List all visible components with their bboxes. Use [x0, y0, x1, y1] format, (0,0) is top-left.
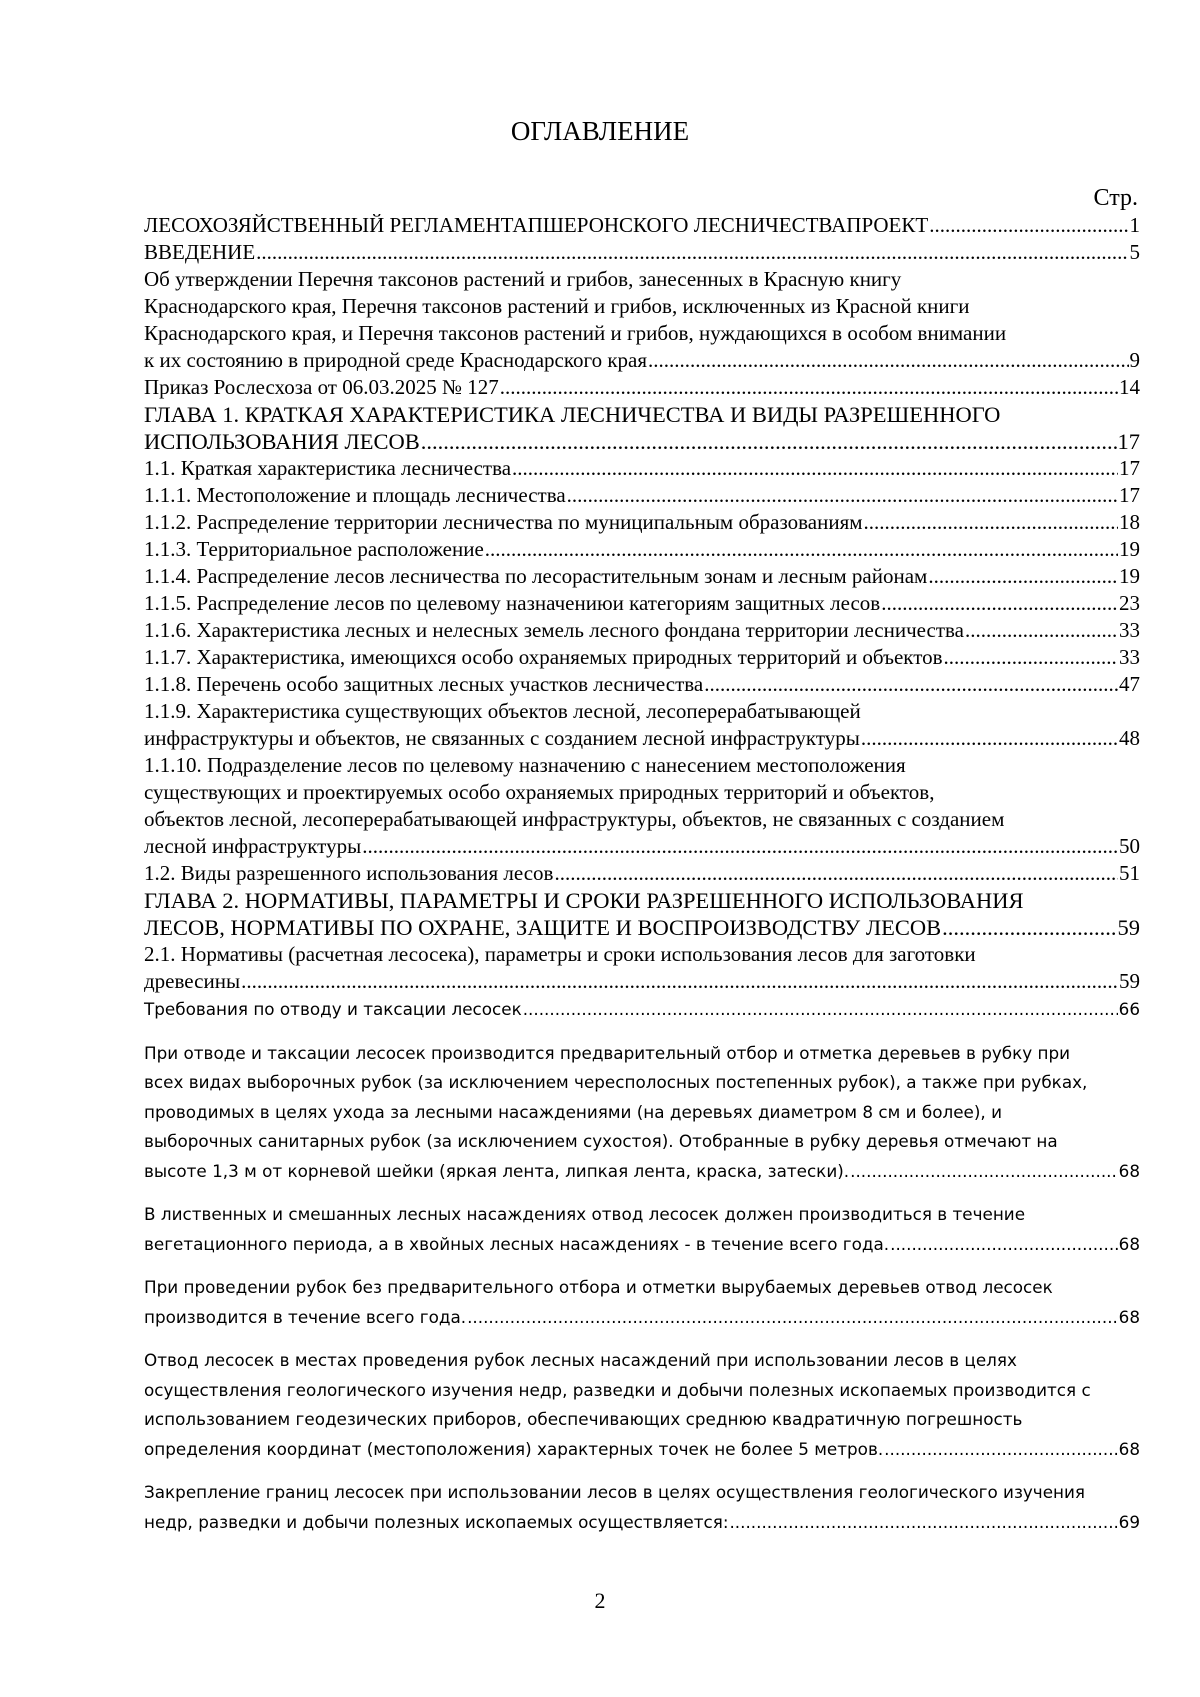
- toc-entry-page: 9: [1129, 348, 1140, 372]
- toc-entry-line: существующих и проектируемых особо охраняемых природных территорий и объектов,: [144, 780, 935, 804]
- toc-entry-line: ГЛАВА 2. НОРМАТИВЫ, ПАРАМЕТРЫ И СРОКИ РАЗРЕШЕННОГО ИСПОЛЬЗОВАНИЯ: [144, 888, 1024, 913]
- page-number: 2: [594, 1588, 606, 1613]
- toc-entry-page: 50: [1119, 834, 1140, 858]
- toc-entry[interactable]: [144, 401, 1140, 455]
- toc-entry-page: 19: [1119, 537, 1140, 561]
- dot-leader: [362, 833, 1118, 860]
- toc-entry-title: 1.1.8. Перечень особо защитных лесных участков лесничества: [144, 672, 704, 696]
- toc-entry-title: ЛЕСОВ, НОРМАТИВЫ ПО ОХРАНЕ, ЗАЩИТЕ И ВОСПРОИЗВОДСТВУ ЛЕСОВ: [144, 915, 942, 940]
- toc-entry-page: 66: [1118, 999, 1140, 1019]
- toc-entry-page: 68: [1118, 1160, 1140, 1181]
- dot-leader: [861, 725, 1118, 752]
- toc-entry-line: Краснодарского края, Перечня таксонов растений и грибов, исключенных из Красной книги: [144, 294, 970, 318]
- toc-entry[interactable]: [144, 455, 1140, 482]
- page-title: ОГЛАВЛЕНИЕ: [510, 116, 690, 146]
- dot-leader: [929, 212, 1128, 239]
- page-column-label: Стр.: [1093, 185, 1138, 211]
- toc-entry-line: осуществления геологического изучения недр, разведки и добычи полезных ископаемых производится с: [144, 1379, 1091, 1400]
- toc-entry-title: ВВЕДЕНИЕ: [144, 240, 256, 264]
- dot-leader: [850, 1157, 1118, 1187]
- dot-leader: [965, 617, 1118, 644]
- table-of-contents: [144, 212, 1140, 1537]
- toc-entry[interactable]: [144, 995, 1140, 1025]
- toc-entry[interactable]: [144, 563, 1140, 590]
- toc-entry-title: 1.1.5. Распределение лесов по целевому назначениюи категориям защитных лесов: [144, 591, 881, 615]
- toc-entry-line: использованием геодезических приборов, обеспечивающих среднюю квадратичную погрешность: [144, 1409, 1023, 1429]
- dot-leader: [729, 1508, 1117, 1538]
- dot-leader: [567, 482, 1118, 509]
- toc-entry-page: 68: [1118, 1438, 1140, 1459]
- toc-entry-line: проводимых в целях ухода за лесными насаждениями (на деревьях диаметром 8 см и более), и: [144, 1101, 1002, 1122]
- toc-entry-title: недр, разведки и добычи полезных ископаемых осуществляется:: [144, 1511, 729, 1532]
- toc-entry[interactable]: [144, 536, 1140, 563]
- toc-entry-page: 19: [1119, 564, 1140, 588]
- toc-entry-title: 1.1.4. Распределение лесов лесничества по лесорастительным зонам и лесным районам: [144, 564, 928, 588]
- dot-leader: [485, 536, 1118, 563]
- toc-entry-page: 17: [1119, 456, 1140, 480]
- dot-leader: [500, 374, 1118, 401]
- toc-entry-page: 1: [1129, 213, 1140, 237]
- toc-entry-page: 69: [1118, 1511, 1140, 1532]
- toc-entry[interactable]: [144, 1346, 1140, 1464]
- toc-entry-title: Приказ Рослесхоза от 06.03.2025 № 127: [144, 375, 499, 399]
- toc-entry[interactable]: [144, 212, 1140, 239]
- dot-leader: [523, 995, 1118, 1025]
- toc-entry[interactable]: [144, 239, 1140, 266]
- toc-entry[interactable]: [144, 752, 1140, 860]
- toc-entry-title: вегетационного периода, а в хвойных лесных насаждениях - в течение всего года.: [144, 1233, 890, 1254]
- toc-entry-page: 33: [1119, 618, 1140, 642]
- dot-leader: [942, 914, 1116, 941]
- toc-entry-page: 18: [1119, 510, 1140, 534]
- dot-leader: [512, 455, 1118, 482]
- toc-entry-page: 59: [1119, 969, 1140, 993]
- dot-leader: [928, 563, 1118, 590]
- toc-entry-title: определения координат (местоположения) характерных точек не более 5 метров.: [144, 1438, 884, 1459]
- toc-entry-page: 33: [1119, 645, 1140, 669]
- toc-entry-line: 1.1.9. Характеристика существующих объектов лесной, лесоперерабатывающей: [144, 699, 861, 723]
- toc-entry-page: 59: [1117, 915, 1140, 940]
- toc-entry-line: объектов лесной, лесоперерабатывающей инфраструктуры, объектов, не связанных с созданием: [144, 807, 1005, 831]
- dot-leader: [890, 1230, 1118, 1260]
- toc-entry-title: 1.1.1. Местоположение и площадь лесничества: [144, 483, 566, 507]
- toc-entry-page: 14: [1119, 375, 1140, 399]
- toc-entry-title: высоте 1,3 м от корневой шейки (яркая лента, липкая лента, краска, затески).: [144, 1160, 850, 1181]
- toc-entry-page: 17: [1117, 429, 1140, 454]
- toc-entry-title: 1.1. Краткая характеристика лесничества: [144, 456, 512, 480]
- dot-leader: [884, 1435, 1117, 1465]
- toc-entry-line: ГЛАВА 1. КРАТКАЯ ХАРАКТЕРИСТИКА ЛЕСНИЧЕСТВА И ВИДЫ РАЗРЕШЕННОГО: [144, 402, 1001, 427]
- toc-entry-title: 1.1.3. Территориальное расположение: [144, 537, 484, 561]
- toc-entry-line: Закрепление границ лесосек при использовании лесов в целях осуществления геологического изучения: [144, 1482, 1086, 1502]
- toc-entry[interactable]: [144, 941, 1140, 995]
- toc-entry[interactable]: [144, 1200, 1140, 1259]
- dot-leader: [241, 968, 1118, 995]
- toc-entry-title: производится в течение всего года.: [144, 1306, 467, 1327]
- dot-leader: [256, 239, 1128, 266]
- toc-entry-line: Об утверждении Перечня таксонов растений и грибов, занесенных в Красную книгу: [144, 267, 902, 291]
- dot-leader: [864, 509, 1118, 536]
- toc-entry-title: 1.1.2. Распределение территории лесничества по муниципальным образованиям: [144, 510, 863, 534]
- toc-entry-page: 68: [1118, 1233, 1140, 1254]
- toc-entry-line: Отвод лесосек в местах проведения рубок лесных насаждений при использовании лесов в целях: [144, 1350, 1017, 1370]
- toc-entry-title: 1.1.7. Характеристика, имеющихся особо охраняемых природных территорий и объектов: [144, 645, 943, 669]
- dot-leader: [881, 590, 1118, 617]
- toc-entry[interactable]: [144, 860, 1140, 887]
- toc-entry-title: древесины: [144, 969, 241, 993]
- dot-leader: [554, 860, 1118, 887]
- toc-entry-title: 1.2. Виды разрешенного использования лесов: [144, 861, 554, 885]
- toc-entry-title: Требования по отводу и таксации лесосек: [144, 999, 522, 1019]
- toc-entry-page: 17: [1119, 483, 1140, 507]
- toc-entry-title: инфраструктуры и объектов, не связанных с созданием лесной инфраструктуры: [144, 726, 860, 750]
- toc-entry-line: Краснодарского края, и Перечня таксонов растений и грибов, нуждающихся в особом внимании: [144, 321, 1007, 345]
- toc-entry-title: лесной инфраструктуры: [144, 834, 362, 858]
- toc-entry-line: выборочных санитарных рубок (за исключением сухостоя). Отобранные в рубку деревья отмечают на: [144, 1131, 1058, 1151]
- toc-entry[interactable]: [144, 590, 1140, 617]
- toc-entry-title: к их состоянию в природной среде Краснодарского края: [144, 348, 648, 372]
- toc-entry-line: В лиственных и смешанных лесных насаждениях отвод лесосек должен производиться в течение: [144, 1204, 1026, 1224]
- toc-entry-page: 5: [1129, 240, 1140, 264]
- toc-entry[interactable]: [144, 482, 1140, 509]
- dot-leader: [704, 671, 1118, 698]
- toc-entry[interactable]: [144, 887, 1140, 941]
- toc-entry[interactable]: [144, 1478, 1140, 1537]
- dot-leader: [421, 428, 1117, 455]
- toc-entry-line: 1.1.10. Подразделение лесов по целевому назначению с нанесением местоположения: [144, 753, 906, 777]
- dot-leader: [467, 1303, 1118, 1333]
- toc-entry[interactable]: [144, 374, 1140, 401]
- toc-entry-page: 23: [1119, 591, 1140, 615]
- dot-leader: [944, 644, 1118, 671]
- toc-entry-line: всех видах выборочных рубок (за исключением чересполосных постепенных рубок), а также при рубках,: [144, 1072, 1088, 1092]
- toc-entry[interactable]: [144, 1273, 1140, 1332]
- toc-entry[interactable]: [144, 644, 1140, 671]
- toc-entry[interactable]: [144, 671, 1140, 698]
- toc-entry[interactable]: [144, 266, 1140, 374]
- toc-entry-line: При проведении рубок без предварительного отбора и отметки вырубаемых деревьев отвод лесосек: [144, 1277, 1053, 1297]
- toc-entry[interactable]: [144, 617, 1140, 644]
- toc-entry-page: 51: [1119, 861, 1140, 885]
- dot-leader: [648, 347, 1128, 374]
- toc-entry-title: 1.1.6. Характеристика лесных и нелесных земель лесного фондана территории лесничества: [144, 618, 964, 642]
- toc-entry[interactable]: [144, 698, 1140, 752]
- toc-entry[interactable]: [144, 1039, 1140, 1187]
- toc-entry-line: При отводе и таксации лесосек производится предварительный отбор и отметка деревьев в рубку при: [144, 1042, 1071, 1063]
- toc-entry-line: 2.1. Нормативы (расчетная лесосека), параметры и сроки использования лесов для заготовки: [144, 942, 976, 966]
- toc-entry-page: 47: [1119, 672, 1140, 696]
- toc-entry-page: 68: [1118, 1306, 1140, 1327]
- toc-entry-title: ЛЕСОХОЗЯЙСТВЕННЫЙ РЕГЛАМЕНТАПШЕРОНСКОГО ЛЕСНИЧЕСТВАПРОЕКТ: [144, 213, 929, 237]
- toc-entry[interactable]: [144, 509, 1140, 536]
- toc-entry-title: ИСПОЛЬЗОВАНИЯ ЛЕСОВ: [144, 429, 420, 454]
- toc-entry-page: 48: [1119, 726, 1140, 750]
